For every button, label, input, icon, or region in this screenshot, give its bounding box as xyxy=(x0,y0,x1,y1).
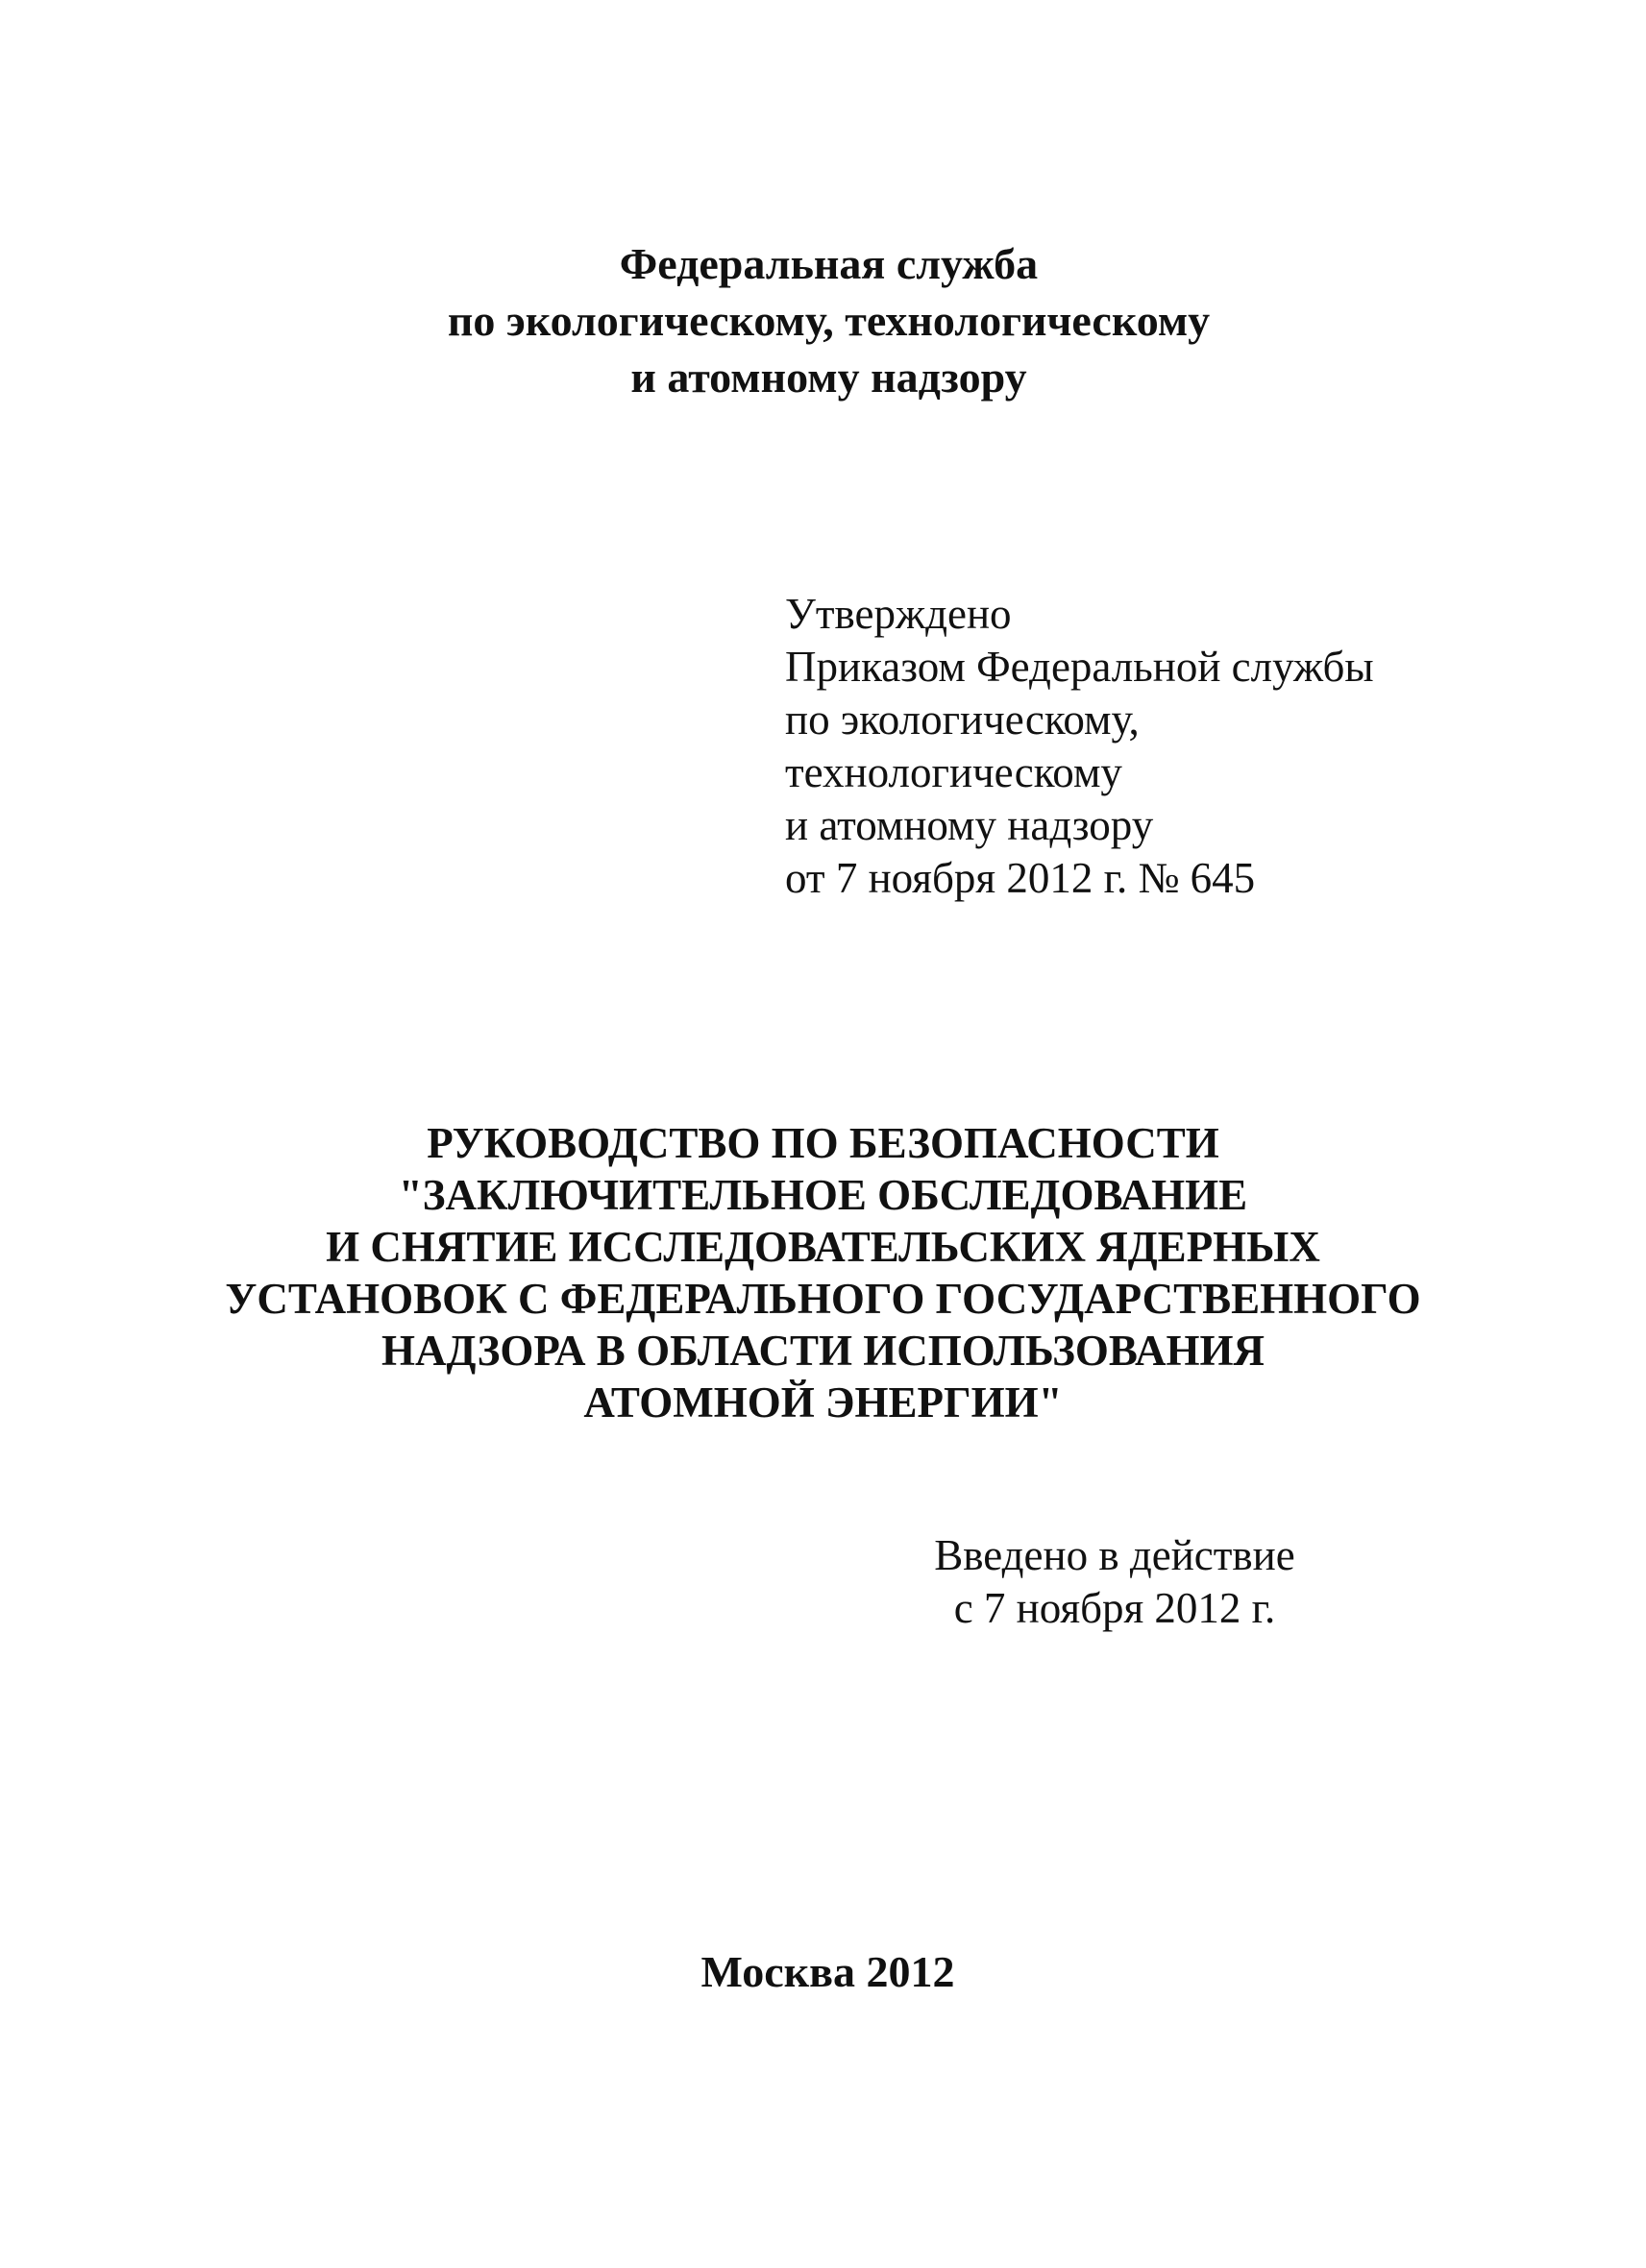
approval-line: и атомному надзору xyxy=(785,801,1154,849)
title-line: И СНЯТИЕ ИССЛЕДОВАТЕЛЬСКИХ ЯДЕРНЫХ xyxy=(326,1223,1320,1271)
title-line: РУКОВОДСТВО ПО БЕЗОПАСНОСТИ xyxy=(427,1119,1219,1167)
place-and-year: Москва 2012 xyxy=(700,1947,955,1996)
approval-line: Утверждено xyxy=(785,590,1012,638)
agency-line: и атомному надзору xyxy=(630,353,1027,402)
agency-line: Федеральная служба xyxy=(619,239,1039,288)
effective-date: с 7 ноября 2012 г. xyxy=(953,1584,1276,1632)
title-line: АТОМНОЙ ЭНЕРГИИ" xyxy=(583,1378,1063,1427)
approval-block xyxy=(785,588,1458,905)
approval-line: технологическому xyxy=(785,748,1122,796)
title-line: "ЗАКЛЮЧИТЕЛЬНОЕ ОБСЛЕДОВАНИЕ xyxy=(398,1171,1248,1219)
approval-order-number: от 7 ноября 2012 г. № 645 xyxy=(785,854,1256,902)
approval-line: по экологическому, xyxy=(785,695,1140,744)
title-line: УСТАНОВОК С ФЕДЕРАЛЬНОГО ГОСУДАРСТВЕННОГО xyxy=(225,1275,1421,1323)
approval-line: Приказом Федеральной службы xyxy=(785,643,1374,691)
effective-line: Введено в действие xyxy=(934,1531,1295,1579)
effective-date-block xyxy=(874,1529,1355,1635)
agency-line: по экологическому, технологическому xyxy=(447,296,1211,345)
document-title xyxy=(0,1117,1646,1428)
title-line: НАДЗОРА В ОБЛАСТИ ИСПОЛЬЗОВАНИЯ xyxy=(381,1327,1265,1375)
agency-name-block xyxy=(0,235,1646,405)
